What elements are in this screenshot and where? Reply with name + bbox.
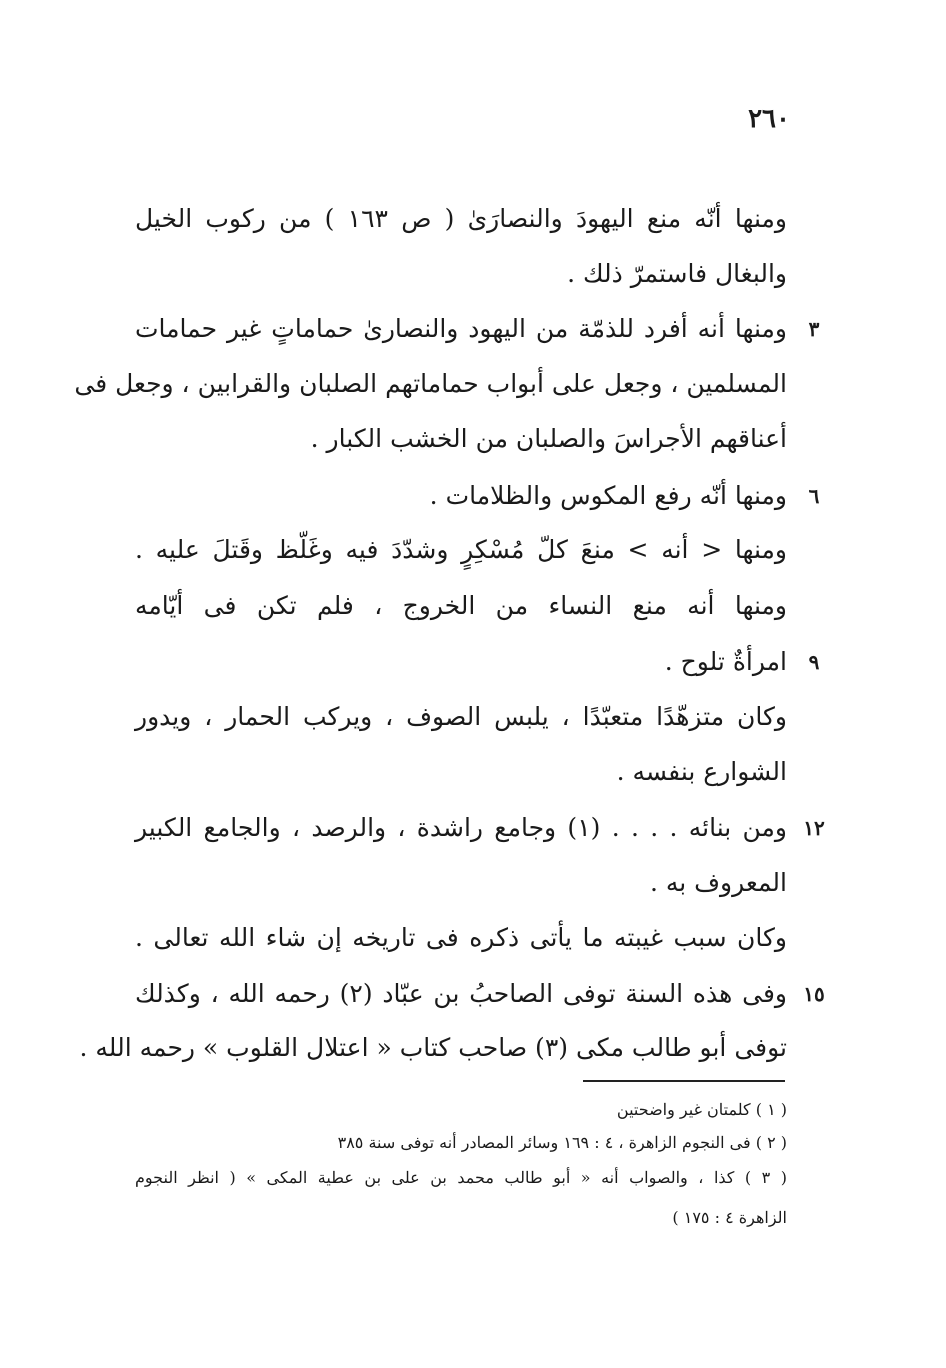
body-line: الشوارع بنفسه .	[616, 757, 787, 786]
body-line: والبغال فاستمرّ ذلك .	[567, 259, 787, 288]
body-line: وكان سبب غيبته ما يأتى ذكره فى تاريخه إن شاء الله تعالى .	[135, 923, 787, 952]
body-line: ومنها < أنه > منعَ كلّ مُسْكِرٍ وشدّدَ فيه وغَلّظ وقَتلَ عليه .	[135, 535, 787, 564]
footnote-1: ( ١ ) كلمتان غير واضحتين	[616, 1100, 787, 1119]
footnote-2: ( ٢ ) فى النجوم الزاهرة ، ٤ : ١٦٩ وسائر المصادر أنه توفى سنة ٣٨٥	[337, 1133, 787, 1152]
body-line: ومنها أنه أفرد للذمّة من اليهود والنصارىٰ حماماتٍ غير حمامات	[135, 314, 787, 343]
line-marker-3: ٣	[808, 317, 820, 341]
footnote-separator	[583, 1080, 785, 1082]
body-line: ومن بنائه . . . . (١) وجامع راشدة ، والرصد ، والجامع الكبير	[135, 813, 788, 842]
body-line: ومنها أنّه منع اليهودَ والنصارَىٰ ( ص ١٦٣ ) من ركوب الخيل	[135, 204, 787, 233]
body-line: أعناقهم الأجراسَ والصلبان من الخشب الكبار .	[310, 424, 787, 453]
body-line: امرأةٌ تلوح .	[664, 647, 787, 676]
page-number: ٢٦٠	[748, 104, 790, 134]
footnote-3: ( ٣ ) كذا ، والصواب أنه « أبو طالب محمد بن على بن عطية المكى » ( انظر النجوم	[135, 1168, 788, 1187]
line-marker-12: ١٢	[803, 816, 825, 840]
body-line: ومنها أنّه رفع المكوس والظلامات .	[429, 481, 787, 510]
body-line: وفى هذه السنة توفى الصاحبُ بن عبّاد (٢) رحمه الله ، وكذلك	[135, 979, 787, 1008]
body-line: المسلمين ، وجعل على أبواب حماماتهم الصلبان والقرابين ، وجعل فى	[74, 369, 787, 398]
body-line: توفى أبو طالب مكى (٣) صاحب كتاب « اعتلال القلوب » رحمه الله .	[79, 1033, 787, 1062]
footnote-3-continuation: الزاهرة ٤ : ١٧٥ )	[672, 1208, 787, 1227]
body-line: وكان متزهّدًا متعبّدًا ، يلبس الصوف ، ويركب الحمار ، ويدور	[135, 702, 787, 731]
body-line: ومنها أنه منع النساء من الخروج ، فلم تكن فى أيّامه	[135, 591, 787, 620]
line-marker-15: ١٥	[803, 982, 825, 1006]
line-marker-9: ٩	[808, 650, 820, 674]
line-marker-6: ٦	[808, 484, 820, 508]
body-line: المعروف به .	[649, 868, 787, 897]
